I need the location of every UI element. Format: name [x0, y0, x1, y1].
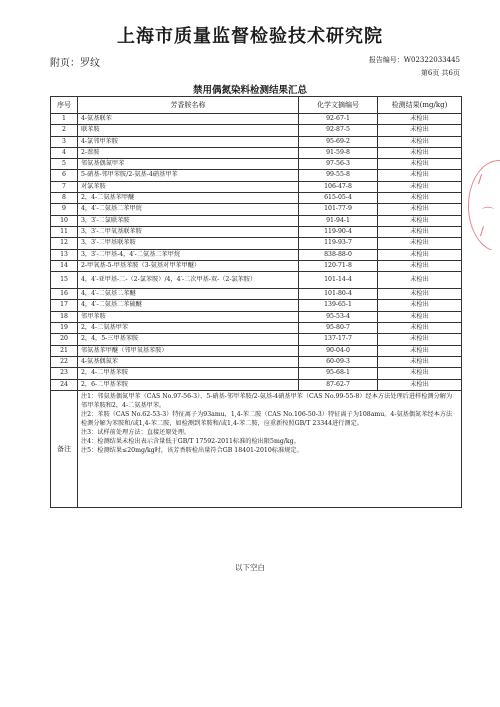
cas-number: 92-87-5	[299, 125, 378, 136]
cas-number: 120-71-8	[299, 260, 378, 271]
amine-name: 4-氨基联苯	[78, 114, 299, 125]
table-row	[51, 334, 462, 345]
amine-name: 4，4′-二氨基二苯醚	[78, 289, 299, 300]
cas-number: 60-09-3	[299, 356, 378, 367]
row-number: 11	[51, 226, 78, 237]
test-result: 未检出	[378, 356, 462, 367]
table-header-row	[51, 97, 462, 114]
table-row	[51, 345, 462, 356]
test-result: 未检出	[378, 125, 462, 136]
column-header-name: 芳香胺名称	[78, 97, 299, 114]
row-number: 6	[51, 170, 78, 181]
table-body	[51, 114, 462, 391]
test-result: 未检出	[378, 181, 462, 192]
table-row	[51, 215, 462, 226]
table-row	[51, 147, 462, 158]
amine-name: 2，4-二氨基甲苯	[78, 323, 299, 334]
row-number: 20	[51, 334, 78, 345]
table-row	[51, 249, 462, 260]
amine-name: 3，3′-二甲基联苯胺	[78, 238, 299, 249]
amine-name: 联苯胺	[78, 125, 299, 136]
amine-name: 2，4，5-三甲基苯胺	[78, 334, 299, 345]
cas-number: 95-69-2	[299, 136, 378, 147]
note-3: 注3：试样前处理方法：直接还原处理。	[81, 428, 191, 436]
test-result: 未检出	[378, 147, 462, 158]
cas-number: 101-80-4	[299, 289, 378, 300]
test-result: 未检出	[378, 368, 462, 379]
amine-name: 5-硝基-邻甲苯胺/2-氨基-4硝基甲苯	[78, 170, 299, 181]
test-result: 未检出	[378, 345, 462, 356]
cas-number: 119-93-7	[299, 238, 378, 249]
table-row	[51, 226, 462, 237]
row-number: 23	[51, 368, 78, 379]
cas-number: 92-67-1	[299, 114, 378, 125]
table-row	[51, 260, 462, 271]
test-result: 未检出	[378, 204, 462, 215]
table-row	[51, 170, 462, 181]
note-1: 注1：邻氨基偶氮甲苯（CAS No.97-56-3）、5-硝基-邻甲苯胺/2-氨基-4硝基甲苯（CAS No.99-55-8）经本方法处理后进样检测分解为邻甲苯胺和2，4-二氨基甲苯。	[81, 392, 453, 409]
seal-mark: ∕	[478, 172, 483, 186]
cas-number: 119-90-4	[299, 226, 378, 237]
note-5: 注5：检测结果≤20mg/kg时，该芳香胺检出量符合GB 18401-2010标准规定。	[81, 446, 303, 454]
test-result: 未检出	[378, 249, 462, 260]
table-row	[51, 311, 462, 322]
amine-name: 对氯苯胺	[78, 181, 299, 192]
amine-name: 3，3′-二甲氧基联苯胺	[78, 226, 299, 237]
row-number: 15	[51, 272, 78, 289]
amine-name: 2-甲氧基-5-甲基苯胺（3-氨基对甲苯甲醚）	[78, 260, 299, 271]
seal-mark: ∕	[480, 224, 485, 238]
table-row	[51, 300, 462, 311]
row-number: 17	[51, 300, 78, 311]
cas-number: 87-62-7	[299, 379, 378, 390]
amine-name: 2，4-二甲基苯胺	[78, 368, 299, 379]
row-number: 7	[51, 181, 78, 192]
note-4: 注4：检测结果未检出表示含量低于GB/T 17592-2011标准的检出限5mg/kg。	[81, 437, 300, 445]
table-row	[51, 379, 462, 390]
cas-number: 137-17-7	[299, 334, 378, 345]
row-number: 12	[51, 238, 78, 249]
cas-number: 90-04-0	[299, 345, 378, 356]
amine-name: 3，3′-二甲基-4，4′-二氨基二苯甲烷	[78, 249, 299, 260]
seal-mark: ⌒	[482, 206, 495, 220]
page-number: 第6页 共6页	[420, 69, 460, 77]
test-result: 未检出	[378, 159, 462, 170]
row-number: 5	[51, 159, 78, 170]
row-number: 18	[51, 311, 78, 322]
test-result: 未检出	[378, 300, 462, 311]
cas-number: 615-05-4	[299, 193, 378, 204]
amine-name: 邻甲苯胺	[78, 311, 299, 322]
test-result: 未检出	[378, 272, 462, 289]
row-number: 22	[51, 356, 78, 367]
table-row	[51, 204, 462, 215]
cas-number: 95-68-1	[299, 368, 378, 379]
test-result: 未检出	[378, 170, 462, 181]
test-result: 未检出	[378, 226, 462, 237]
row-number: 2	[51, 125, 78, 136]
results-table	[50, 96, 462, 508]
table-row	[51, 238, 462, 249]
test-result: 未检出	[378, 193, 462, 204]
row-number: 24	[51, 379, 78, 390]
amine-name: 2，6-二甲基苯胺	[78, 379, 299, 390]
test-result: 未检出	[378, 215, 462, 226]
cas-number: 101-77-9	[299, 204, 378, 215]
row-number: 21	[51, 345, 78, 356]
test-result: 未检出	[378, 238, 462, 249]
table-row	[51, 136, 462, 147]
test-result: 未检出	[378, 260, 462, 271]
table-row	[51, 125, 462, 136]
row-number: 16	[51, 289, 78, 300]
test-result: 未检出	[378, 379, 462, 390]
notes-row	[51, 390, 462, 507]
row-number: 19	[51, 323, 78, 334]
table-row	[51, 114, 462, 125]
column-header-result: 检测结果(mg/kg)	[378, 97, 462, 114]
table-row	[51, 356, 462, 367]
cas-number: 95-53-4	[299, 311, 378, 322]
table-row	[51, 181, 462, 192]
blank-below-note: 以下空白	[235, 563, 265, 572]
cas-number: 91-94-1	[299, 215, 378, 226]
amine-name: 4-氯邻甲苯胺	[78, 136, 299, 147]
red-seal-stamp	[464, 160, 500, 250]
test-result: 未检出	[378, 334, 462, 345]
note-2: 注2：苯胺（CAS No.62-53-3）特征离子为93amu，1,4-苯二胺（CAS No.106-50-3）特征离子为108amu。4-氨基偶氮苯经本方法检测分解为苯胺和/或1,4-苯二胺，如检测到苯胺和/或1,4-苯二胺，应重新按照GB/T 23344进行测定。	[81, 410, 453, 427]
row-number: 8	[51, 193, 78, 204]
table-row	[51, 272, 462, 289]
table-title: 禁用偶氮染料检测结果汇总	[192, 85, 307, 96]
amine-name: 4-氨基偶氮苯	[78, 356, 299, 367]
table-row	[51, 323, 462, 334]
test-result: 未检出	[378, 311, 462, 322]
row-number: 14	[51, 260, 78, 271]
amine-name: 2，4-二氨基苯甲醚	[78, 193, 299, 204]
table-row	[51, 159, 462, 170]
table-row	[51, 193, 462, 204]
row-number: 9	[51, 204, 78, 215]
cas-number: 106-47-8	[299, 181, 378, 192]
row-number: 3	[51, 136, 78, 147]
institute-title: 上海市质量监督检验技术研究院	[117, 26, 383, 47]
test-result: 未检出	[378, 323, 462, 334]
row-number: 1	[51, 114, 78, 125]
cas-number: 101-14-4	[299, 272, 378, 289]
notes-label: 备注	[51, 390, 78, 507]
amine-name: 邻氨基偶氮甲苯	[78, 159, 299, 170]
cas-number: 838-88-0	[299, 249, 378, 260]
column-header-no: 序号	[51, 97, 78, 114]
table-row	[51, 368, 462, 379]
column-header-cas: 化学文摘编号	[299, 97, 378, 114]
cas-number: 99-55-8	[299, 170, 378, 181]
amine-name: 4，4′-二氨基二苯硫醚	[78, 300, 299, 311]
table-row	[51, 289, 462, 300]
cas-number: 95-80-7	[299, 323, 378, 334]
row-number: 10	[51, 215, 78, 226]
row-number: 13	[51, 249, 78, 260]
amine-name: 邻氨基苯甲醚（邻甲氧基苯胺）	[78, 345, 299, 356]
test-result: 未检出	[378, 114, 462, 125]
notes-cell	[78, 390, 462, 507]
cas-number: 97-56-3	[299, 159, 378, 170]
row-number: 4	[51, 147, 78, 158]
cas-number: 139-65-1	[299, 300, 378, 311]
amine-name: 3，3′-二氯联苯胺	[78, 215, 299, 226]
test-result: 未检出	[378, 289, 462, 300]
attachment-label: 附页：罗纹	[50, 58, 100, 69]
amine-name: 2-萘胺	[78, 147, 299, 158]
amine-name: 4，4′-亚甲基-二-（2-氯苯胺）/4，4′-二次甲基-双-（2-氯苯胺）	[78, 272, 299, 289]
amine-name: 4，4′-二氨基二苯甲烷	[78, 204, 299, 215]
cas-number: 91-59-8	[299, 147, 378, 158]
report-number: 报告编号：W02322033445	[368, 56, 460, 64]
test-result: 未检出	[378, 136, 462, 147]
